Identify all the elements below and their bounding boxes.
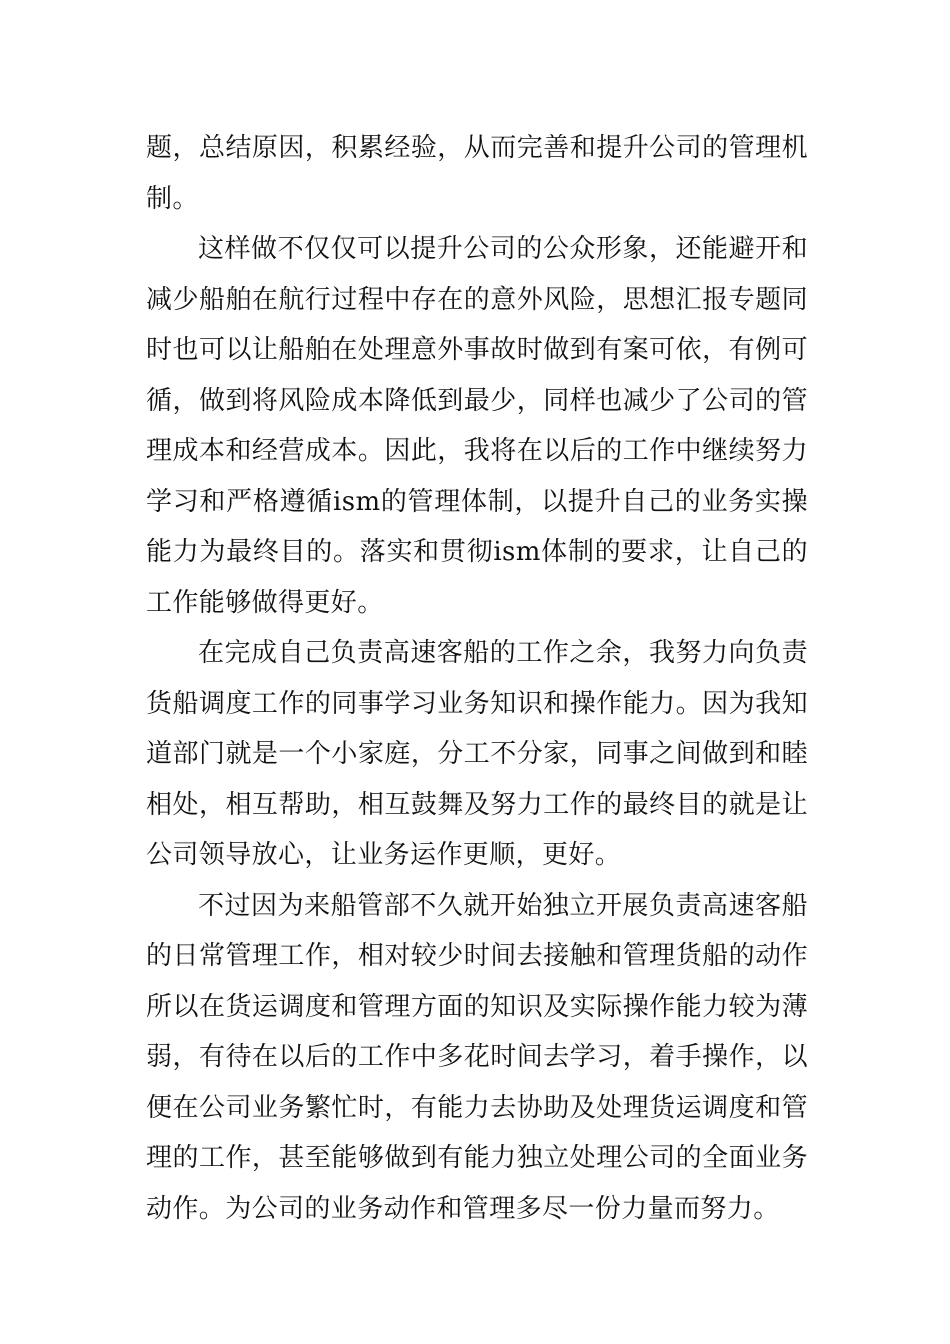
paragraph-ism-benefits: 这样做不仅仅可以提升公司的公众形象，还能避开和减少船舶在航行过程中存在的意外风险，思想汇报专题同时也可以让船舶在处理意外事故时做到有案可依，有例可循，做到将风险成本降低到最少，同样也减少了公司的管理成本和经营成本。因此，我将在以后的工作中继续努力学习和严格遵循ism的管理体制，以提升自己的业务实操能力为最终目的。落实和贯彻ism体制的要求，让自己的工作能够做得更好。 [146, 234, 808, 618]
paragraph-improvement: 不过因为来船管部不久就开始独立开展负责高速客船的日常管理工作，相对较少时间去接触和管理货船的动作所以在货运调度和管理方面的知识及实际操作能力较为薄弱，有待在以后的工作中多花时间去学习，着手操作，以便在公司业务繁忙时，有能力去协助及处理货运调度和管理的工作，甚至能够做到有能力独立处理公司的全面业务动作。为公司的业务动作和管理多尽一份力量而努力。 [146, 890, 808, 1224]
document-body [146, 123, 808, 1234]
paragraph-teamwork: 在完成自己负责高速客船的工作之余，我努力向负责货船调度工作的同事学习业务知识和操作能力。因为我知道部门就是一个小家庭，分工不分家，同事之间做到和睦相处，相互帮助，相互鼓舞及努力工作的最终目的就是让公司领导放心，让业务运作更顺，更好。 [146, 638, 808, 870]
paragraph-continuation: 题，总结原因，积累经验，从而完善和提升公司的管理机制。 [146, 133, 808, 214]
